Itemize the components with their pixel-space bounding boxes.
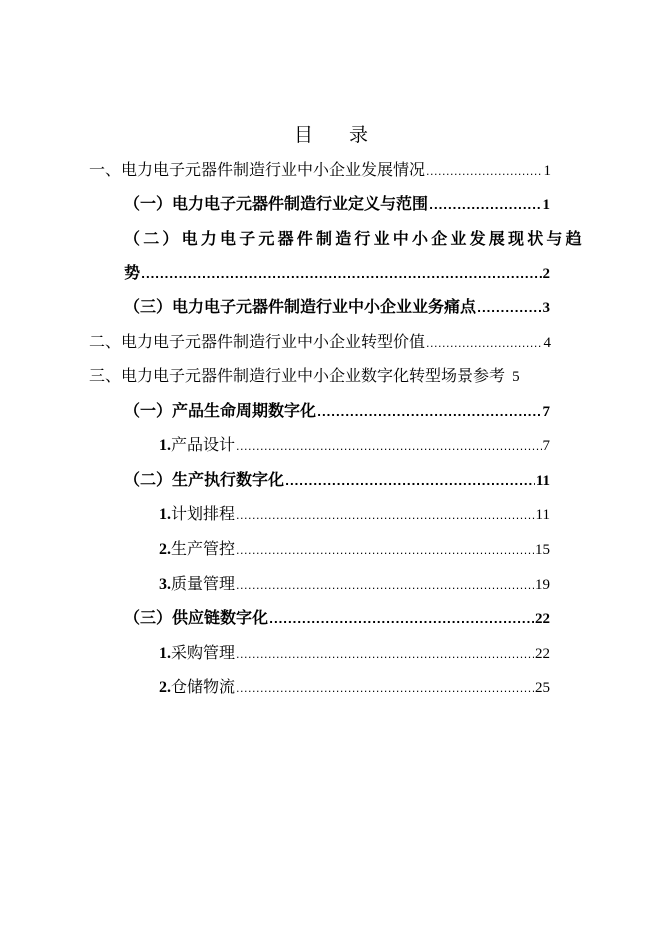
toc-entry-text: （一）产品生命周期数字化 <box>124 401 317 420</box>
toc-entry[interactable] <box>124 295 550 319</box>
toc-entry[interactable] <box>159 572 550 596</box>
toc-entry-text: 三、电力电子元器件制造行业中小企业数字化转型场景参考 <box>89 366 506 385</box>
toc-title-char-1: 目 <box>293 124 331 146</box>
toc-entry-wrapped-line[interactable] <box>124 227 585 251</box>
toc-entry-number: 2. <box>159 679 171 696</box>
toc-title <box>0 120 662 147</box>
toc-entry-number: 1. <box>159 645 171 662</box>
toc-entry-text: 仓储物流 <box>171 677 236 696</box>
toc-page-number: 25 <box>535 680 550 696</box>
toc-entry-text: 二、电力电子元器件制造行业中小企业转型价值 <box>89 332 426 351</box>
toc-leader <box>236 435 541 459</box>
toc-entry-label <box>159 502 235 527</box>
toc-entry-text: 计划排程 <box>171 504 236 523</box>
toc-page-number: 15 <box>535 542 550 558</box>
toc-leader <box>236 574 534 598</box>
toc-page-number: 22 <box>535 611 550 627</box>
toc-page-number: 3 <box>542 300 550 316</box>
toc-title-char-2: 录 <box>349 124 387 146</box>
toc-page-number: 2 <box>542 266 550 282</box>
toc-entry-text: 一、电力电子元器件制造行业中小企业发展情况 <box>89 160 426 179</box>
toc-page-number: 11 <box>535 473 550 489</box>
toc-page-number: 4 <box>543 335 551 351</box>
toc-entry[interactable] <box>124 606 550 630</box>
toc-leader <box>429 194 541 218</box>
toc-entry-label <box>159 675 235 700</box>
toc-entry-label <box>159 537 235 562</box>
toc-leader <box>236 677 534 701</box>
toc-entry-text: （二）电力电子元器件制造行业中小企业发展现状与趋 <box>124 229 585 248</box>
toc-entry-text: 质量管理 <box>171 574 236 593</box>
toc-entry-number: 3. <box>159 576 171 593</box>
toc-entry-number: 2. <box>159 541 171 558</box>
toc-leader <box>236 539 534 563</box>
toc-entry-label <box>159 433 235 458</box>
toc-page-number: 19 <box>535 577 550 593</box>
toc-entry-text: （二）生产执行数字化 <box>124 470 285 489</box>
toc-entry-label <box>159 572 235 597</box>
toc-entry[interactable] <box>124 468 550 492</box>
toc-entry-continuation: 势 <box>124 263 141 282</box>
toc-entry[interactable] <box>159 537 550 561</box>
toc-page-number: 11 <box>535 507 550 523</box>
toc-entry[interactable] <box>124 192 550 216</box>
toc-entry-text: （三）供应链数字化 <box>124 608 269 627</box>
toc-entry[interactable] <box>124 399 550 423</box>
toc-entry-text: 产品设计 <box>171 435 236 454</box>
toc-page-number: 5 <box>512 369 520 385</box>
toc-page-number: 22 <box>535 646 550 662</box>
toc-leader <box>426 160 542 184</box>
toc-page-number: 1 <box>543 163 551 179</box>
toc-entry[interactable] <box>89 330 551 354</box>
toc-leader <box>269 608 534 632</box>
toc-entry[interactable] <box>159 641 550 665</box>
toc-entry-text: （一）电力电子元器件制造行业定义与范围 <box>124 194 429 213</box>
toc-entry[interactable] <box>124 261 550 285</box>
toc-entry-text: 采购管理 <box>171 643 236 662</box>
toc-page-number: 7 <box>542 404 550 420</box>
toc-leader <box>141 263 541 287</box>
toc-entry-number: 1. <box>159 437 171 454</box>
toc-leader <box>317 401 541 425</box>
toc-leader <box>426 332 542 356</box>
toc-entry-text: 生产管控 <box>171 539 236 558</box>
toc-leader <box>285 470 535 494</box>
toc-entry[interactable] <box>89 158 551 182</box>
toc-page-number: 1 <box>542 197 550 213</box>
toc-leader <box>236 504 535 528</box>
toc-page-number: 7 <box>542 438 550 454</box>
toc-entry[interactable] <box>159 433 550 457</box>
toc-entry[interactable] <box>89 364 569 388</box>
toc-entry-label <box>159 641 235 666</box>
toc-leader <box>236 643 534 667</box>
toc-entry-text: （三）电力电子元器件制造行业中小企业业务痛点 <box>124 297 477 316</box>
toc-leader <box>477 297 541 321</box>
toc-entry[interactable] <box>159 502 550 526</box>
toc-entry-number: 1. <box>159 506 171 523</box>
toc-entry[interactable] <box>159 675 550 699</box>
